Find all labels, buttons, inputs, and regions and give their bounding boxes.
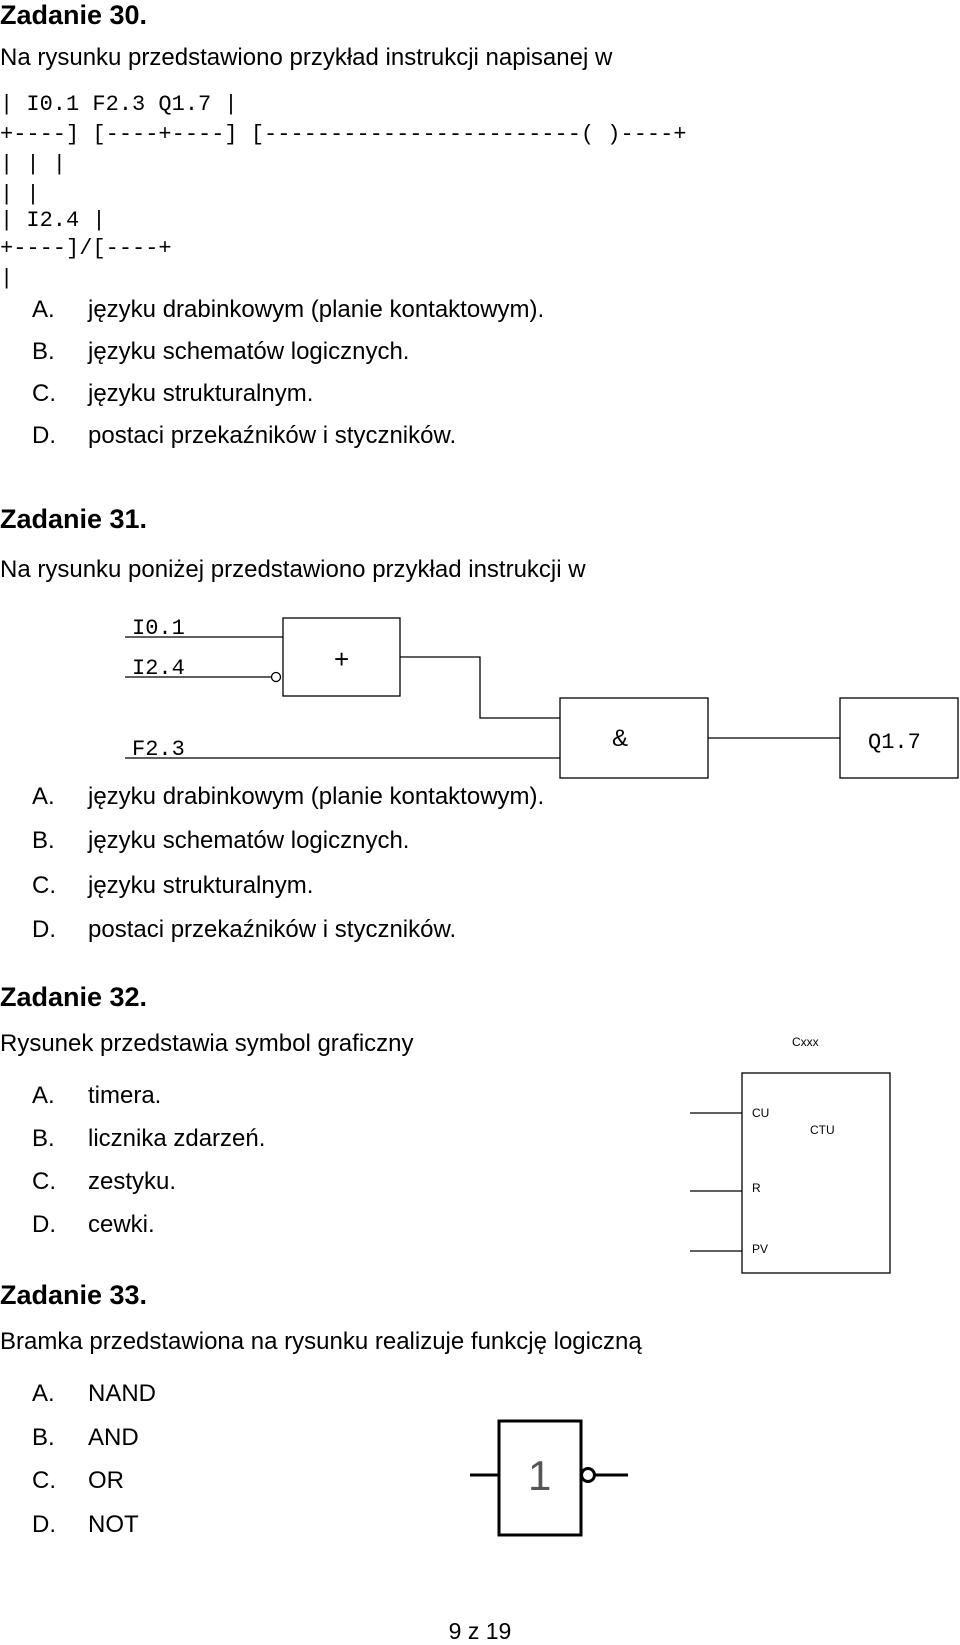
option-letter: B. bbox=[32, 1125, 55, 1152]
option-text: języku schematów logicznych. bbox=[88, 827, 410, 854]
gate-symbol: 1 bbox=[528, 1452, 552, 1499]
option-text: AND bbox=[88, 1424, 139, 1451]
option-letter: B. bbox=[32, 338, 55, 365]
code-line: +----]/[----+ bbox=[0, 236, 172, 261]
q31-title: Zadanie 31. bbox=[0, 504, 148, 534]
option-text: zestyku. bbox=[88, 1168, 177, 1195]
q33-option-a[interactable] bbox=[32, 1380, 156, 1408]
code-line: | I2.4 | bbox=[0, 208, 106, 233]
pv-label: PV bbox=[752, 1242, 769, 1256]
q30-question: Na rysunku przedstawiono przykład instrukcji napisanej w bbox=[0, 44, 613, 71]
option-letter: D. bbox=[32, 422, 56, 449]
option-text: cewki. bbox=[88, 1211, 155, 1238]
code-line: | I0.1 F2.3 Q1.7 | bbox=[0, 92, 238, 117]
code-line: | bbox=[0, 266, 14, 291]
option-letter: A. bbox=[32, 783, 55, 810]
option-text: NOT bbox=[88, 1511, 139, 1538]
code-line: +----] [----+----] [------------------------( )----+ bbox=[0, 122, 687, 147]
label-f23: F2.3 bbox=[132, 737, 185, 762]
ctu-label: CTU bbox=[810, 1123, 835, 1137]
option-text: języku drabinkowym (planie kontaktowym). bbox=[88, 296, 545, 323]
code-line: | | bbox=[0, 182, 40, 207]
code-line: | | | bbox=[0, 152, 67, 177]
option-text: języku strukturalnym. bbox=[88, 380, 314, 407]
option-letter: D. bbox=[32, 1511, 56, 1538]
option-text: postaci przekaźników i styczników. bbox=[88, 422, 457, 449]
r-label: R bbox=[752, 1181, 761, 1195]
and-symbol: & bbox=[612, 725, 629, 752]
option-text: OR bbox=[88, 1467, 124, 1494]
option-letter: B. bbox=[32, 1424, 55, 1451]
q32-question: Rysunek przedstawia symbol graficzny bbox=[0, 1030, 414, 1057]
option-letter: C. bbox=[32, 1467, 56, 1494]
option-letter: C. bbox=[32, 872, 56, 899]
option-text: NAND bbox=[88, 1380, 157, 1407]
option-letter: D. bbox=[32, 1211, 56, 1238]
option-text: języku schematów logicznych. bbox=[88, 338, 410, 365]
page-number: 9 z 19 bbox=[448, 1618, 512, 1644]
q33-option-d[interactable] bbox=[32, 1511, 139, 1539]
option-text: języku strukturalnym. bbox=[88, 872, 314, 899]
option-text: języku drabinkowym (planie kontaktowym). bbox=[88, 783, 545, 810]
q33-option-b[interactable] bbox=[32, 1424, 139, 1452]
option-letter: C. bbox=[32, 1168, 56, 1195]
option-letter: A. bbox=[32, 296, 55, 323]
q33-title: Zadanie 33. bbox=[0, 1280, 148, 1310]
label-i24: I2.4 bbox=[132, 656, 185, 681]
q30-title: Zadanie 30. bbox=[0, 0, 148, 30]
option-text: licznika zdarzeń. bbox=[88, 1125, 266, 1152]
label-q17: Q1.7 bbox=[868, 730, 921, 755]
q33-option-c[interactable] bbox=[32, 1467, 124, 1495]
option-letter: C. bbox=[32, 380, 56, 407]
label-i01: I0.1 bbox=[132, 616, 185, 641]
q33-question: Bramka przedstawiona na rysunku realizuje funkcję logiczną bbox=[0, 1328, 642, 1355]
q32-title: Zadanie 32. bbox=[0, 982, 148, 1012]
negation-circle bbox=[582, 1469, 595, 1482]
option-text: postaci przekaźników i styczników. bbox=[88, 916, 457, 943]
option-letter: B. bbox=[32, 827, 55, 854]
cu-label: CU bbox=[752, 1106, 770, 1120]
option-letter: A. bbox=[32, 1380, 55, 1407]
or-symbol: + bbox=[334, 644, 350, 674]
counter-name: Cxxx bbox=[792, 1035, 819, 1049]
option-letter: D. bbox=[32, 916, 56, 943]
option-text: timera. bbox=[88, 1082, 162, 1109]
option-letter: A. bbox=[32, 1082, 55, 1109]
q31-question: Na rysunku poniżej przedstawiono przykład instrukcji w bbox=[0, 556, 586, 583]
